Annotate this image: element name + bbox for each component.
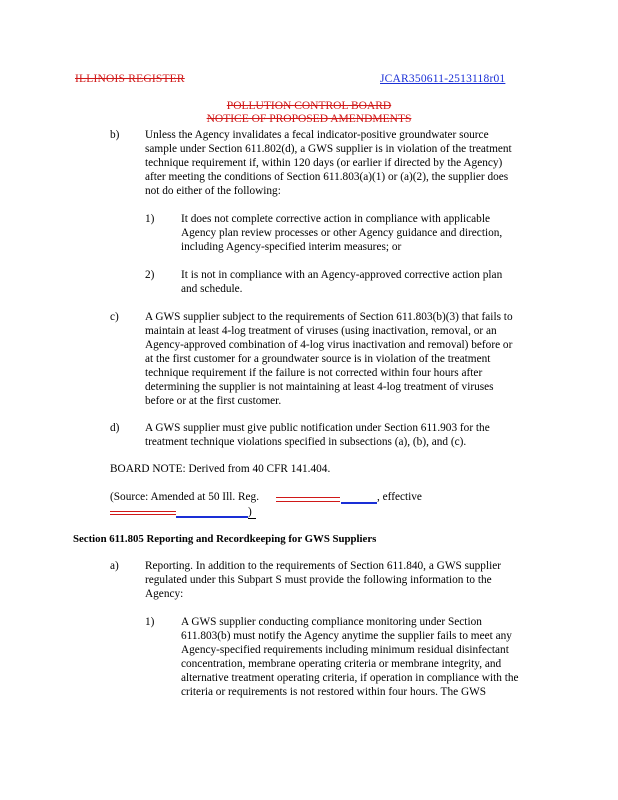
item-b2-text: [181, 268, 502, 296]
text-line: sample under Section 611.802(d), a GWS supplier is in violation of the treatment: [145, 143, 512, 155]
item-b1-text: [181, 212, 502, 254]
source-citation: [110, 490, 259, 504]
header-document-id: JCAR350611-2513118r01: [380, 73, 506, 85]
text-line: It is not in compliance with an Agency-approved corrective action plan: [181, 269, 503, 281]
text-line: concentration, membrane operating criteria or membrane integrity, and: [181, 658, 502, 670]
item-b1-label: 1): [145, 213, 155, 225]
text-line: A GWS supplier must give public notification under Section 611.903 for the: [145, 422, 490, 434]
source-issue-blank-deleted-2: [276, 501, 340, 502]
text-line: and schedule.: [181, 283, 243, 295]
source-issue-blank-deleted: [276, 497, 340, 498]
text-line: Agency-specified requirements including minimum residual disinfectant: [181, 644, 509, 656]
text-line: It does not complete corrective action in compliance with applicable: [181, 213, 490, 225]
subsection-b-label: b): [110, 129, 120, 141]
text-line: maintain at least 4-log treatment of viruses (using inactivation, removal, or an: [145, 325, 497, 337]
page-subtitle: NOTICE OF PROPOSED AMENDMENTS: [206, 113, 412, 125]
subsection-b-text: [145, 128, 512, 198]
text-line: after meeting the conditions of Section 611.803(a)(1) or (a)(2), the supplier does: [145, 171, 509, 183]
section-heading: Section 611.805 Reporting and Recordkeeping for GWS Suppliers: [73, 533, 377, 545]
text-line: at the first customer for a groundwater source is in violation of the treatment: [145, 353, 491, 365]
board-note: BOARD NOTE: Derived from 40 CFR 141.404.: [110, 463, 331, 475]
text-line: determining the supplier is not maintaining at least 4-log treatment of viruses: [145, 381, 494, 393]
text-line: 611.803(b) must notify the Agency anytime the supplier fails to meet any: [181, 630, 512, 642]
source-issue-blank-inserted: [341, 502, 377, 504]
item-a1-label: 1): [145, 616, 155, 628]
text-line: before or at the first customer.: [145, 395, 282, 407]
item-b2-label: 2): [145, 269, 155, 281]
text-line: technique requirement if the failure is not corrected within four hours after: [145, 367, 483, 379]
source-date-blank-inserted: [176, 516, 248, 518]
subsection-a-label: a): [110, 560, 119, 572]
text-line: Agency:: [145, 588, 184, 600]
text-line: regulated under this Subpart S must provide the following information to the: [145, 574, 492, 586]
text-line: Reporting. In addition to the requirements of Section 611.840, a GWS supplier: [145, 560, 501, 572]
text-line: treatment technique violations specified in subsections (a), (b), and (c).: [145, 436, 467, 448]
text-line: A GWS supplier subject to the requirements of Section 611.803(b)(3) that fails to: [145, 311, 513, 323]
text-line: Unless the Agency invalidates a fecal indicator-positive groundwater source: [145, 129, 489, 141]
subsection-a-text: [145, 559, 501, 601]
page-title: POLLUTION CONTROL BOARD: [226, 100, 392, 112]
text-line: technique requirement if, within 120 days (or earlier if directed by the Agency): [145, 157, 503, 169]
text-line: A GWS supplier conducting compliance monitoring under Section: [181, 616, 482, 628]
source-date-blank-deleted-2: [110, 514, 176, 515]
header-register-title: ILLINOIS REGISTER: [75, 73, 185, 85]
subsection-c-label: c): [110, 311, 119, 323]
subsection-c-text: [145, 310, 513, 408]
source-effective-label: , effective: [377, 491, 422, 503]
source-date-blank-deleted: [110, 511, 176, 512]
subsection-d-label: d): [110, 422, 120, 434]
text-line: Agency-approved combination of 4-log virus inactivation and removal) before or: [145, 339, 513, 351]
source-prefix: (Source: Amended at 50 Ill. Reg.: [110, 491, 260, 503]
text-line: Agency plan review processes or other Agency guidance and direction,: [181, 227, 503, 239]
source-close-paren: ): [248, 506, 252, 518]
text-line: criteria or requirements is not restored within four hours. The GWS: [181, 686, 487, 698]
text-line: not do either of the following:: [145, 185, 281, 197]
item-a1-text: [181, 615, 519, 699]
text-line: including Agency-specified interim measures; or: [181, 241, 402, 253]
text-line: alternative treatment operating criteria, if operation in compliance with the: [181, 672, 519, 684]
subsection-d-text: [145, 421, 490, 449]
